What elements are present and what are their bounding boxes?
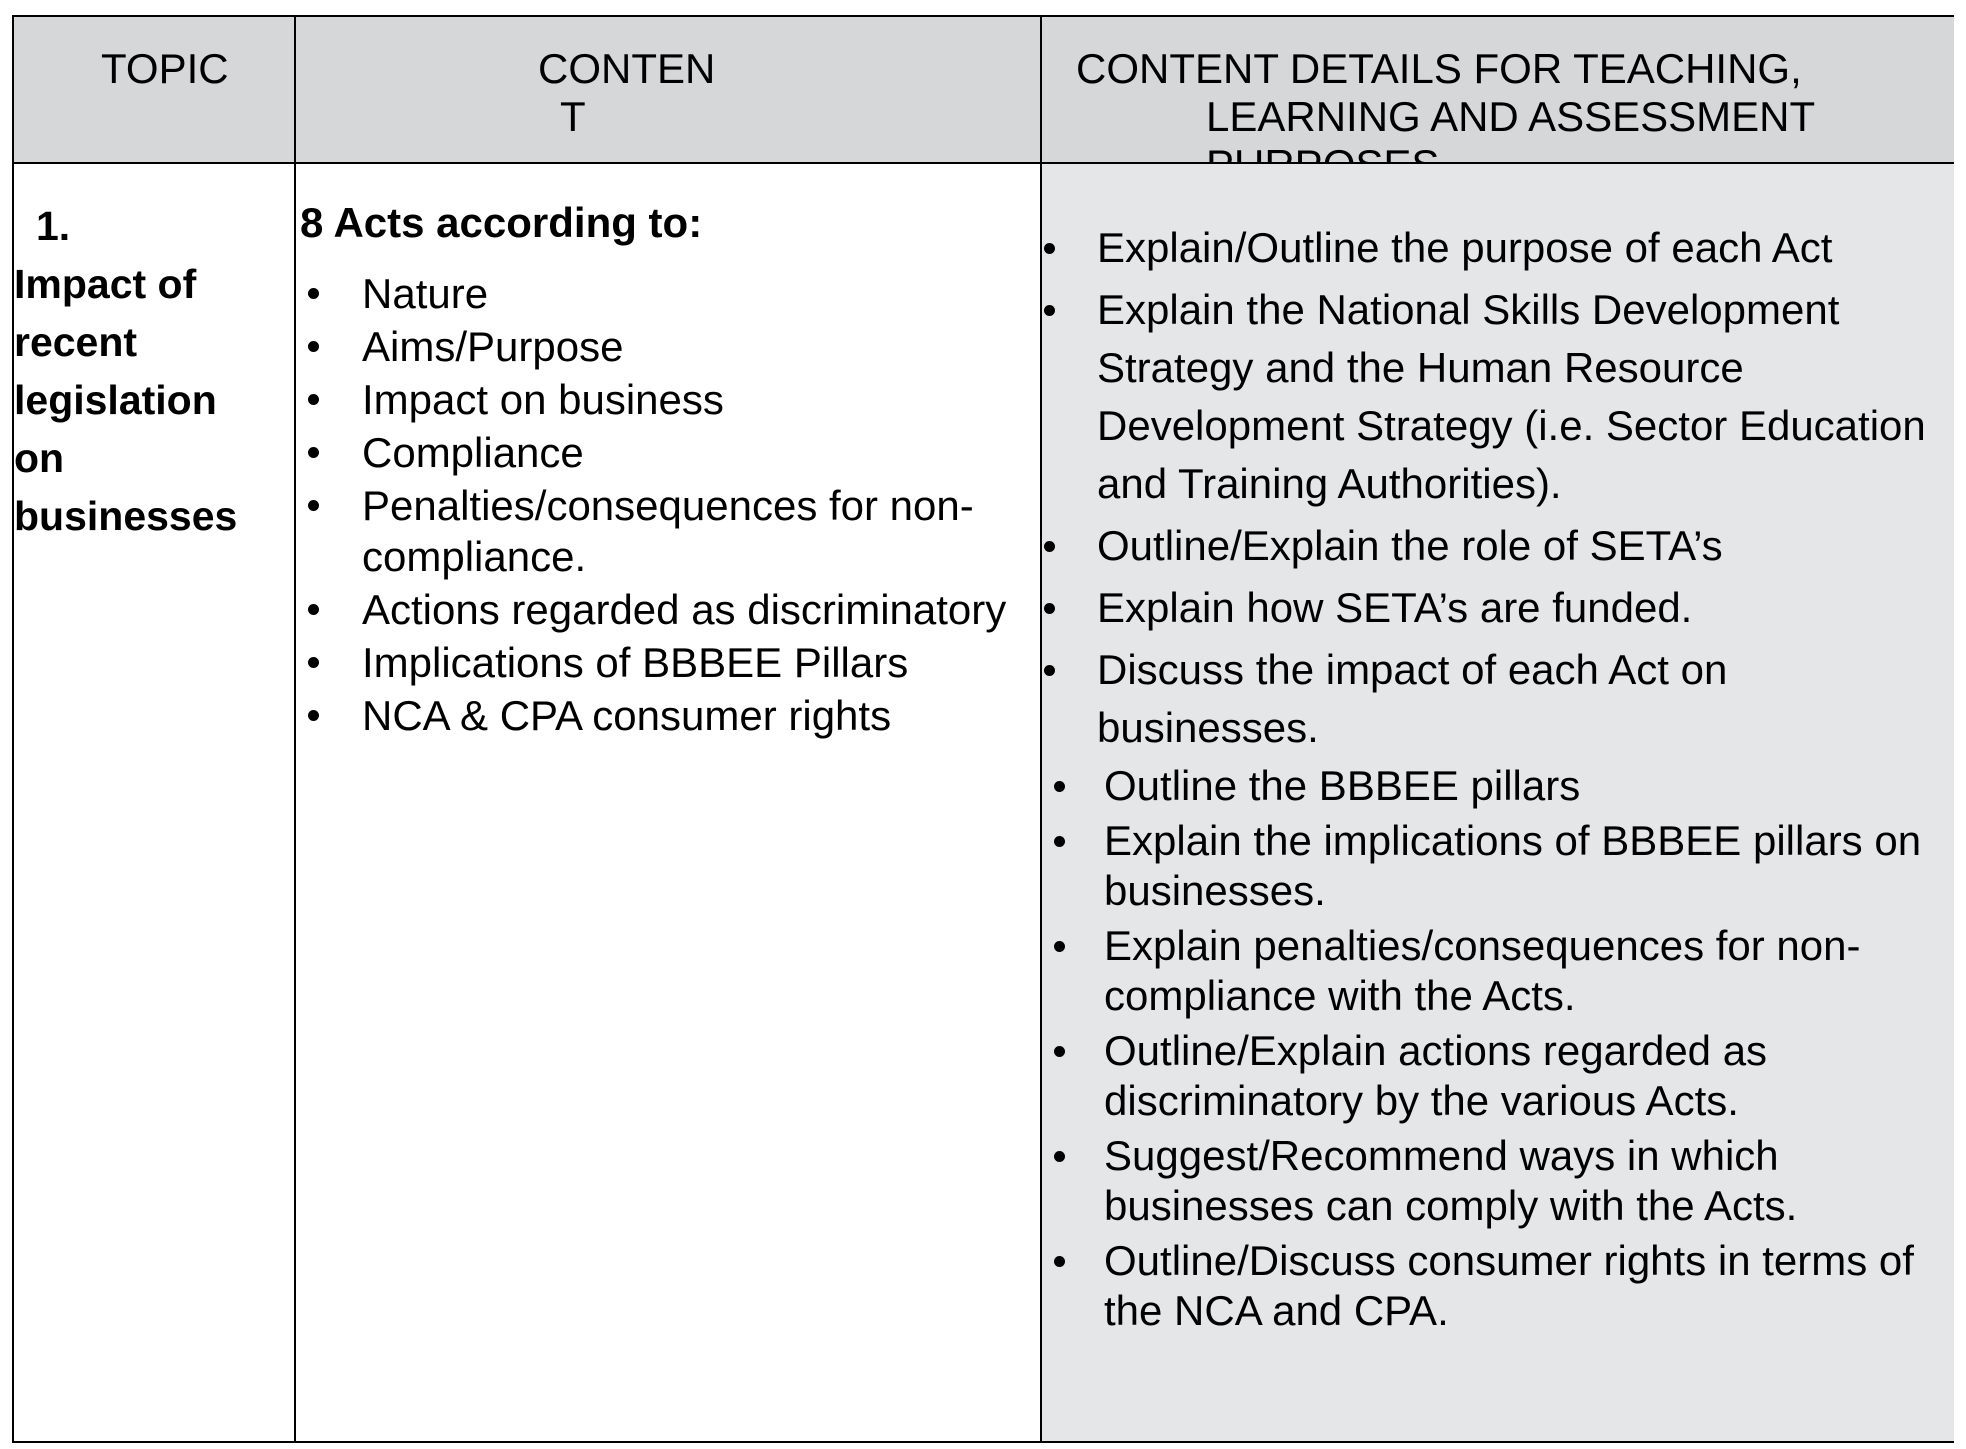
details-cell <box>1040 164 1954 1441</box>
bullet-icon <box>308 447 319 458</box>
bullet-icon <box>1054 1151 1065 1162</box>
list-item: Outline the BBBEE pillars <box>1040 761 1960 811</box>
content-list <box>296 268 1036 743</box>
bullet-icon <box>308 394 319 405</box>
bullet-icon <box>1054 836 1065 847</box>
bullet-icon <box>308 500 319 511</box>
list-item: Discuss the impact of each Act on businesses. <box>1040 641 1960 757</box>
header-topic-cell <box>14 17 294 164</box>
bullet-icon <box>308 604 319 615</box>
column-divider <box>1040 17 1042 1441</box>
list-item: Outline/Explain the role of SETA’s <box>1040 517 1960 575</box>
bullet-icon <box>1054 1256 1065 1267</box>
list-item: Compliance <box>296 427 1036 478</box>
header-details-line1: CONTENT DETAILS FOR TEACHING, <box>1076 45 1802 92</box>
header-content-line2: T <box>560 93 586 140</box>
bullet-icon <box>1054 1046 1065 1057</box>
list-item: Suggest/Recommend ways in which businesses can comply with the Acts. <box>1040 1131 1960 1231</box>
topic-cell <box>14 197 294 545</box>
topic-line: recent <box>14 319 138 365</box>
bullet-icon <box>1054 941 1065 952</box>
list-item: Explain how SETA’s are funded. <box>1040 579 1960 637</box>
topic-line: Impact of <box>14 261 197 307</box>
list-item: Aims/Purpose <box>296 321 1036 372</box>
details-list-b <box>1040 761 1960 1341</box>
header-content-line1: CONTEN <box>538 45 716 92</box>
bullet-icon <box>308 710 319 721</box>
header-topic: TOPIC <box>101 45 229 92</box>
list-item: Outline/Explain actions regarded as discriminatory by the various Acts. <box>1040 1026 1960 1126</box>
details-list-a <box>1040 219 1960 761</box>
topic-line: on <box>14 435 65 481</box>
list-item: Implications of BBBEE Pillars <box>296 637 1036 688</box>
list-item: Explain the National Skills Development Strategy and the Human Resource Development Strategy (i.e. Sector Education and Training Authorities). <box>1040 281 1960 513</box>
topic-line: businesses <box>14 493 238 539</box>
bullet-icon <box>308 341 319 352</box>
header-content-cell <box>294 17 1040 164</box>
list-item: Outline/Discuss consumer rights in terms of the NCA and CPA. <box>1040 1236 1960 1336</box>
content-cell <box>296 164 1040 1441</box>
content-title: 8 Acts according to: <box>300 199 703 246</box>
bullet-icon <box>1044 665 1055 676</box>
header-details-line2: LEARNING AND ASSESSMENT <box>1206 93 1816 140</box>
bullet-icon <box>308 288 319 299</box>
list-item: Nature <box>296 268 1036 319</box>
list-item: Explain the implications of BBBEE pillars on businesses. <box>1040 816 1960 916</box>
column-divider <box>294 17 296 1441</box>
topic-line: legislation <box>14 377 217 423</box>
list-item: Penalties/consequences for non-compliance. <box>296 480 1036 582</box>
list-item: Explain penalties/consequences for non-compliance with the Acts. <box>1040 921 1960 1021</box>
bullet-icon <box>1044 541 1055 552</box>
bullet-icon <box>308 657 319 668</box>
bullet-icon <box>1044 305 1055 316</box>
list-item: Impact on business <box>296 374 1036 425</box>
curriculum-table <box>12 15 1954 1443</box>
topic-number: 1. <box>36 203 71 249</box>
list-item: Actions regarded as discriminatory <box>296 584 1036 635</box>
list-item: Explain/Outline the purpose of each Act <box>1040 219 1960 277</box>
bullet-icon <box>1054 781 1065 792</box>
bullet-icon <box>1044 243 1055 254</box>
list-item: NCA & CPA consumer rights <box>296 690 1036 741</box>
header-details-cell <box>1040 17 1954 164</box>
bullet-icon <box>1044 603 1055 614</box>
